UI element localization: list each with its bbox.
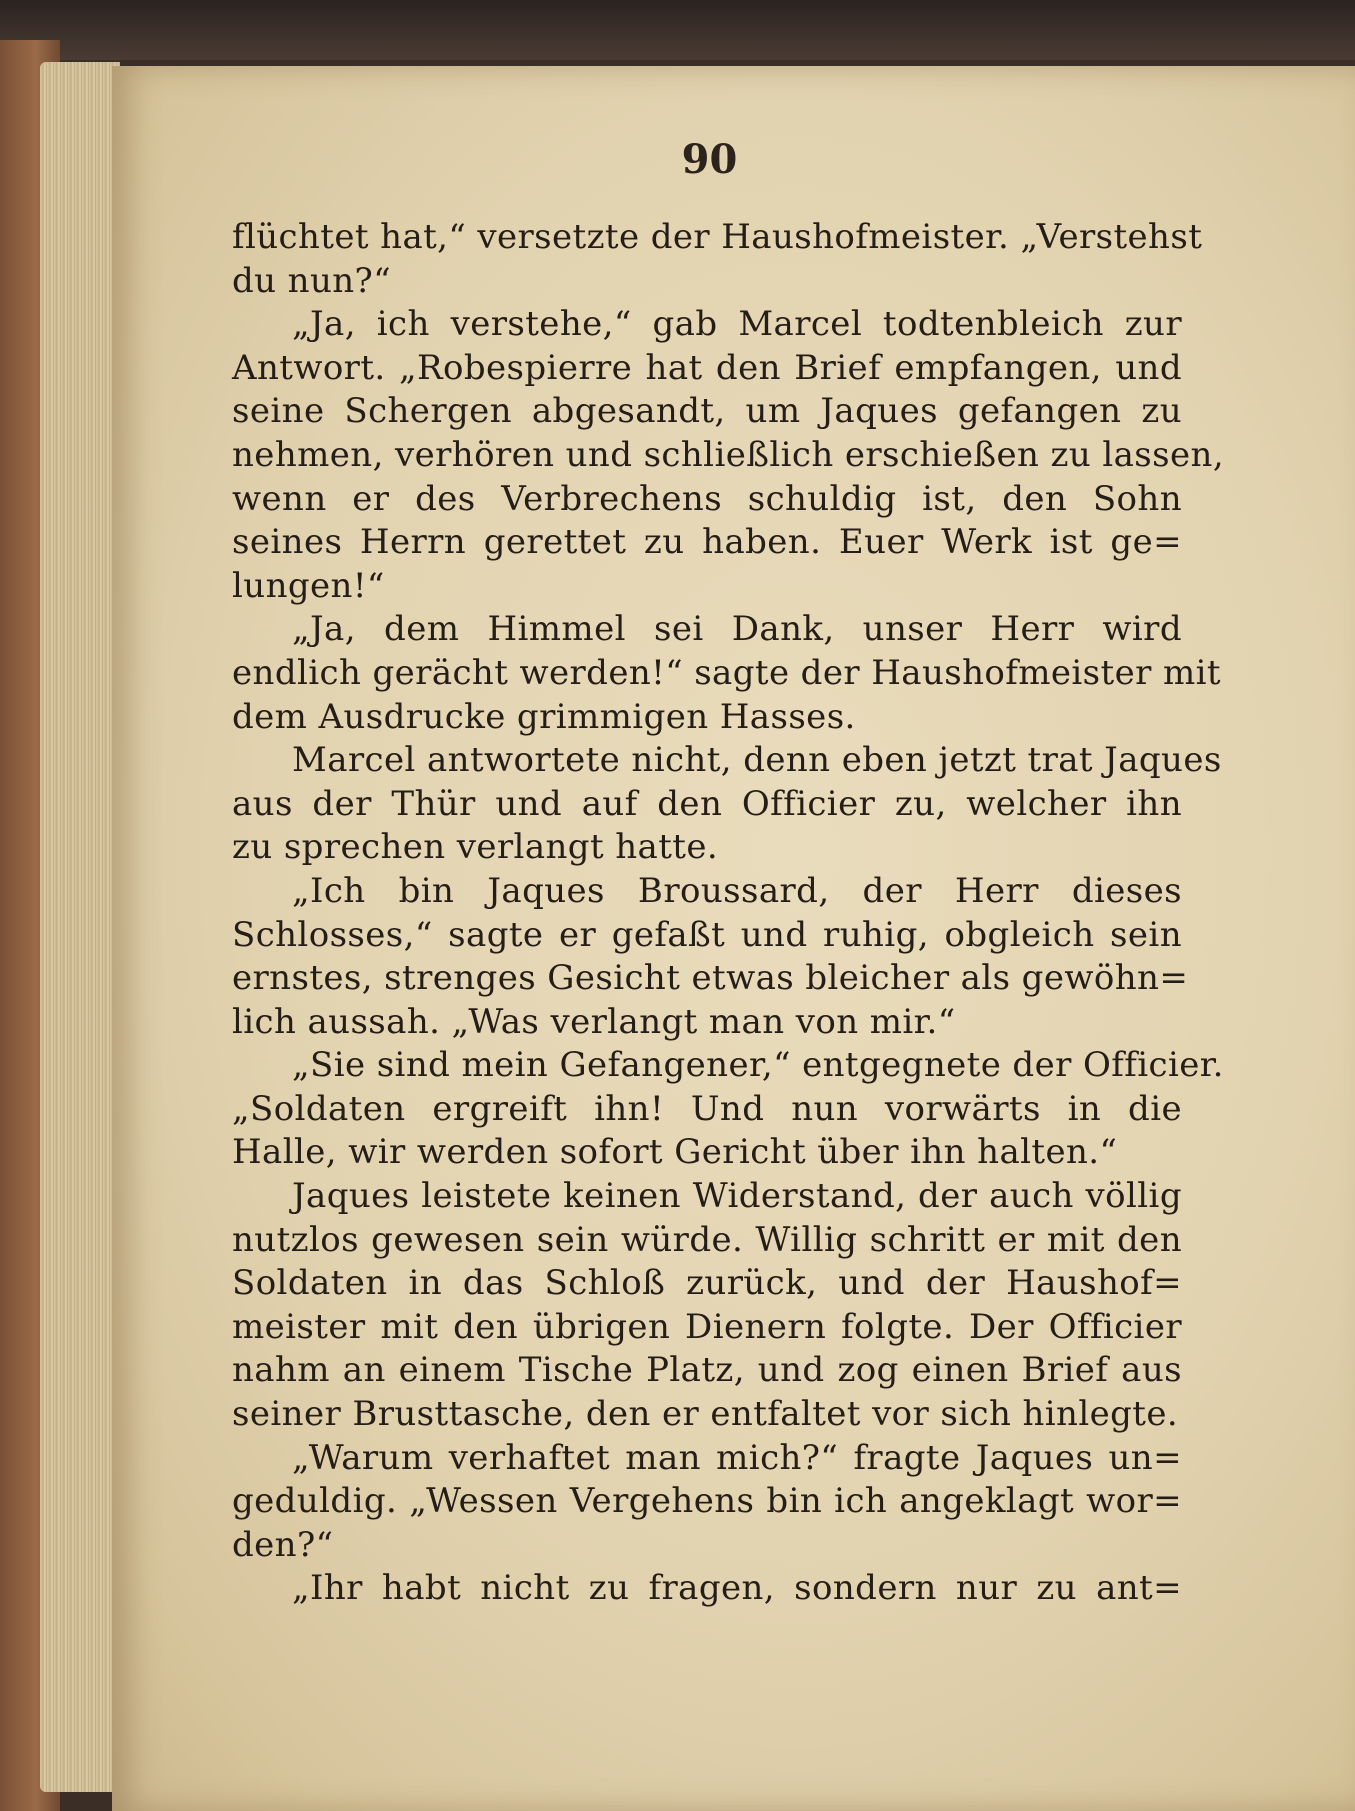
text-line: dem Ausdrucke grimmigen Hasses. [232, 696, 856, 737]
text-line: Soldaten in das Schloß zurück, und der Haushof= [232, 1263, 1182, 1304]
text-line: nahm an einem Tische Platz, und zog einen Brief aus [232, 1350, 1182, 1391]
page-edges [40, 62, 120, 1792]
text-line: lungen!“ [232, 565, 385, 606]
text-line: Schlosses,“ sagte er gefaßt und ruhig, obgleich sein [232, 914, 1182, 955]
text-line: aus der Thür und auf den Officier zu, welcher ihn [232, 783, 1182, 824]
text-line: „Ihr habt nicht zu fragen, sondern nur zu ant= [292, 1568, 1182, 1609]
text-line: Halle, wir werden sofort Gericht über ihn halten.“ [232, 1132, 1118, 1173]
text-line: Jaques leistete keinen Widerstand, der auch völlig [292, 1176, 1182, 1217]
page-number: 90 [681, 136, 738, 183]
text-line: zu sprechen verlangt hatte. [232, 827, 719, 868]
text-line: flüchtet hat,“ versetzte der Haushofmeister. „Verstehst [232, 217, 1203, 257]
text-line: Marcel antwortete nicht, denn eben jetzt trat Jaques [292, 740, 1222, 781]
text-line: „Ich bin Jaques Broussard, der Herr dieses [292, 870, 1182, 911]
text-line: nutzlos gewesen sein würde. Willig schritt er mit den [232, 1219, 1182, 1260]
text-line: seines Herrn gerettet zu haben. Euer Werk ist ge= [232, 522, 1182, 563]
text-line: endlich gerächt werden!“ sagte der Haushofmeister mit [232, 652, 1221, 693]
text-line: „Sie sind mein Gefangener,“ entgegnete der Officier. [292, 1045, 1224, 1086]
text-line: „Ja, ich verstehe,“ gab Marcel todtenbleich zur [292, 304, 1182, 345]
text-line: „Warum verhaftet man mich?“ fragte Jaques un= [292, 1437, 1182, 1478]
text-line: lich aussah. „Was verlangt man von mir.“ [232, 1001, 956, 1042]
text-line: „Ja, dem Himmel sei Dank, unser Herr wird [292, 609, 1182, 650]
text-line: du nun?“ [232, 260, 391, 301]
text-line: seiner Brusttasche, den er entfaltet vor sich hinlegte. [232, 1394, 1179, 1435]
text-line: den?“ [232, 1524, 334, 1565]
text-line: „Soldaten ergreift ihn! Und nun vorwärts in die [232, 1088, 1182, 1129]
text-line: geduldig. „Wessen Vergehens bin ich angeklagt wor= [232, 1481, 1182, 1522]
text-line: meister mit den übrigen Dienern folgte. Der Officier [232, 1306, 1182, 1347]
text-line: ernstes, strenges Gesicht etwas bleicher als gewöhn= [232, 958, 1189, 999]
page-body-text [232, 216, 1225, 1611]
book-page [112, 66, 1355, 1811]
text-line: wenn er des Verbrechens schuldig ist, den Sohn [232, 478, 1182, 519]
text-line: seine Schergen abgesandt, um Jaques gefangen zu [232, 391, 1182, 432]
text-line: nehmen, verhören und schließlich erschießen zu lassen, [232, 434, 1225, 475]
text-line: Antwort. „Robespierre hat den Brief empfangen, und [232, 347, 1182, 388]
book-cover-top [0, 0, 1355, 60]
